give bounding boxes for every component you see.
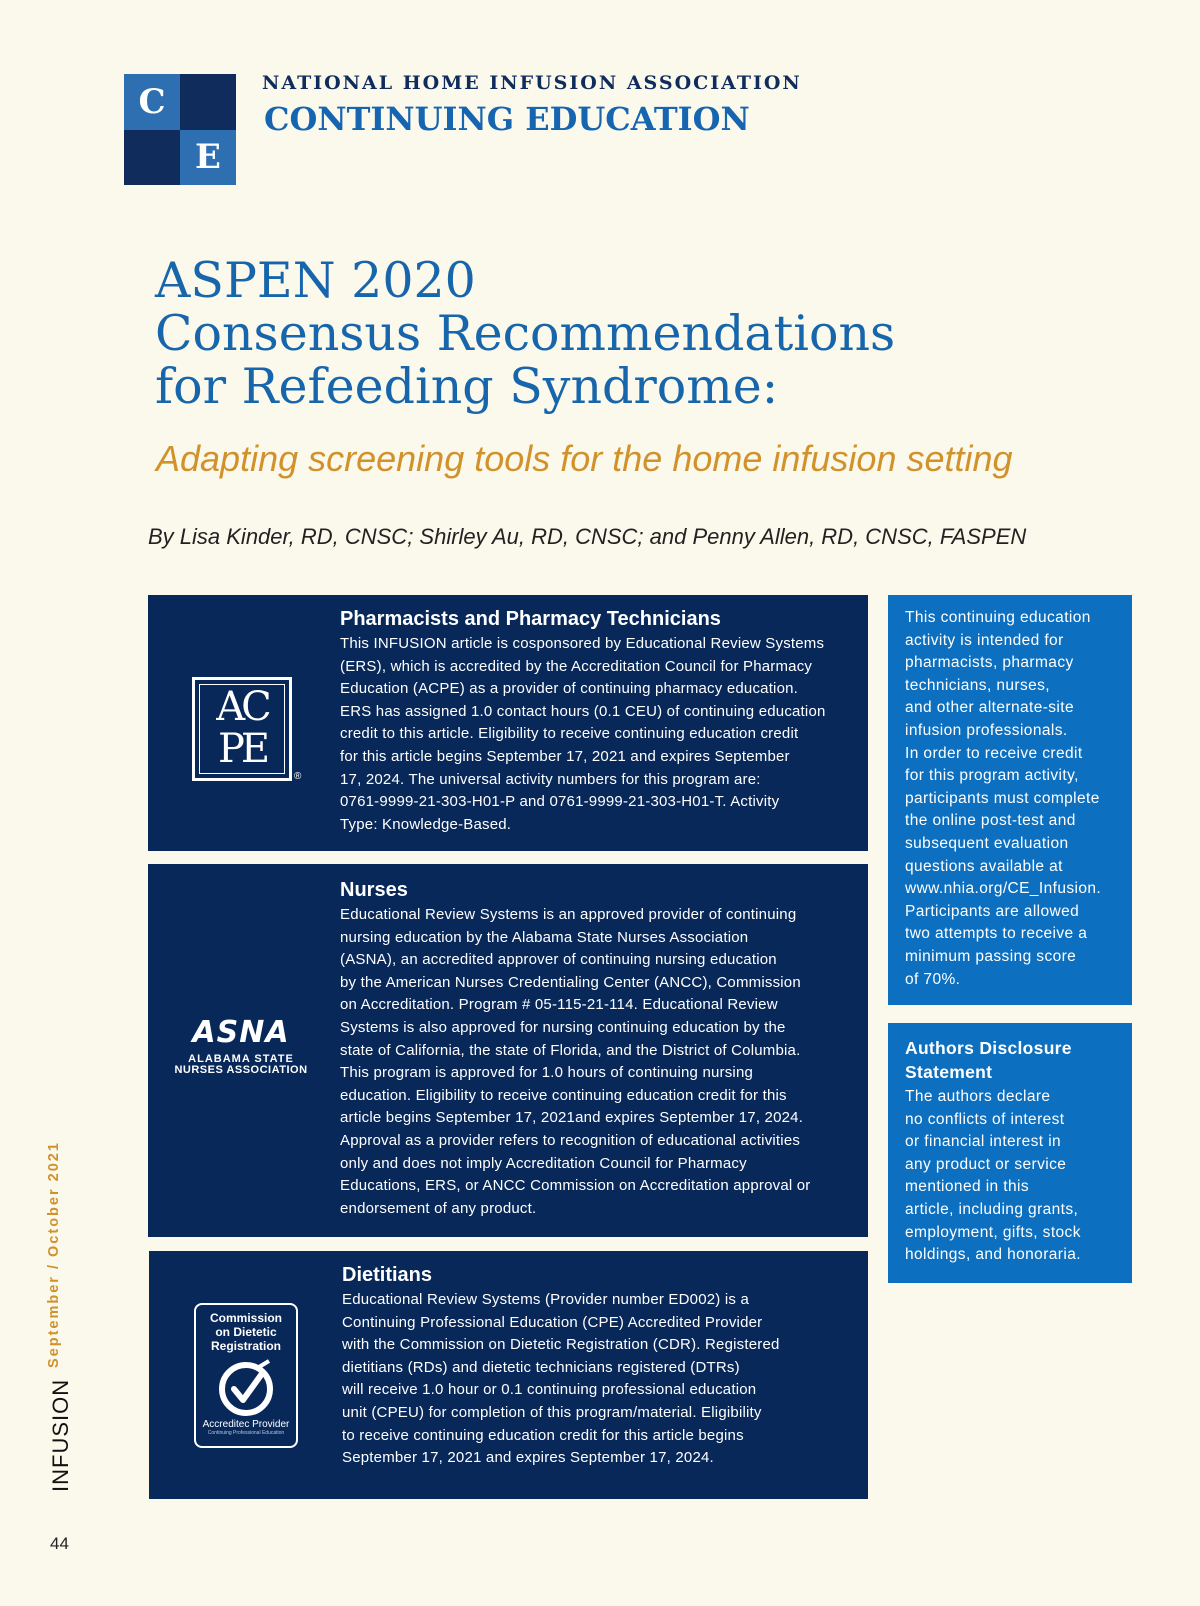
text-line: of 70%.	[905, 970, 961, 988]
cdr-logo-caption: Accreditec Provider	[202, 1419, 290, 1430]
nurses-heading: Nurses	[340, 879, 408, 901]
title-line: for Refeeding Syndrome:	[155, 358, 779, 415]
acpe-logo-line: PE	[217, 726, 267, 772]
text-line: minimum passing score	[905, 947, 1077, 965]
text-line: infusion professionals.	[905, 721, 1068, 739]
asna-logo-caption: NURSES ASSOCIATION	[174, 1064, 308, 1076]
text-line: on Accreditation. Program # 05-115-21-114. Educational Review	[340, 996, 778, 1014]
intent-text	[905, 607, 1129, 991]
text-line: employment, gifts, stock	[905, 1223, 1081, 1241]
article-subtitle: Adapting screening tools for the home infusion setting	[156, 438, 1013, 479]
text-line: no conflicts of interest	[905, 1110, 1065, 1128]
text-line: for this program activity,	[905, 767, 1079, 785]
text-line: nursing education by the Alabama State Nurses Association	[340, 928, 749, 946]
text-line: Approval as a provider refers to recognition of educational activities	[340, 1131, 801, 1149]
acpe-logo	[192, 677, 292, 781]
ce-logo	[124, 74, 236, 185]
cdr-logo-line: Registration	[210, 1339, 281, 1353]
author-byline: By Lisa Kinder, RD, CNSC; Shirley Au, RD, CNSC; and Penny Allen, RD, CNSC, FASPEN	[148, 524, 1027, 549]
checkmark-icon	[213, 1357, 279, 1417]
text-line: This continuing education	[905, 609, 1091, 626]
text-line: article, including grants,	[905, 1200, 1079, 1218]
text-line: endorsement of any product.	[340, 1199, 537, 1217]
article-title	[155, 254, 1115, 413]
text-line: Educational Review Systems (Provider number ED002) is a	[342, 1291, 749, 1308]
text-line: mentioned in this	[905, 1178, 1029, 1196]
cdr-logo-line: Commission	[209, 1311, 282, 1325]
ce-logo-block	[124, 130, 180, 186]
text-line: credit to this article. Eligibility to receive continuing education credit	[340, 725, 799, 743]
text-line: (ASNA), an accredited approver of continuing nursing education	[340, 951, 777, 969]
text-line: Educations, ERS, or ANCC Commission on Accreditation approval or	[340, 1177, 811, 1195]
issue-date: September / October 2021	[46, 1141, 62, 1368]
text-line: subsequent evaluation	[905, 834, 1069, 852]
cdr-logo-small: Continuing Professional Education	[207, 1430, 285, 1436]
text-line: state of California, the state of Florida, and the District of Columbia.	[340, 1041, 801, 1059]
pharmacists-heading: Pharmacists and Pharmacy Technicians	[340, 608, 721, 630]
text-line: 17, 2024. The universal activity numbers for this program are:	[340, 770, 761, 788]
text-line: to receive continuing education credit for this article begins	[342, 1426, 744, 1444]
text-line: Type: Knowledge-Based.	[340, 815, 512, 833]
heading-line: Authors Disclosure	[905, 1038, 1072, 1058]
text-line: This program is approved for 1.0 hours of continuing nursing	[340, 1064, 754, 1082]
text-line: dietitians (RDs) and dietetic technicians registered (DTRs)	[342, 1358, 740, 1376]
text-line: activity is intended for	[905, 631, 1064, 649]
text-line: will receive 1.0 hour or 0.1 continuing professional education	[342, 1381, 757, 1399]
ce-logo-block	[180, 74, 236, 130]
text-line: pharmacists, pharmacy	[905, 654, 1074, 672]
registered-mark-icon: ®	[294, 771, 302, 782]
text-line: or financial interest in	[905, 1133, 1062, 1151]
nurses-panel	[148, 864, 868, 1237]
text-line: questions available at	[905, 857, 1063, 875]
text-line: Educational Review Systems is an approved provider of continuing	[340, 906, 797, 923]
organization-name: NATIONAL HOME INFUSION ASSOCIATION	[262, 72, 802, 94]
dietitians-text	[342, 1289, 860, 1470]
text-line: and other alternate-site	[905, 699, 1075, 717]
text-line: 0761-9999-21-303-H01-P and 0761-9999-21-303-H01-T. Activity	[340, 793, 780, 811]
text-line: Education (ACPE) as a provider of continuing pharmacy education.	[340, 680, 799, 698]
text-line: education. Eligibility to receive continuing education credit for this	[340, 1086, 787, 1104]
text-line: Systems is also approved for nursing continuing education by the	[340, 1018, 786, 1036]
text-line: only and does not imply Accreditation Council for Pharmacy	[340, 1154, 747, 1172]
text-line: participants must complete	[905, 789, 1100, 807]
pharmacists-text	[340, 633, 860, 836]
text-line: any product or service	[905, 1155, 1067, 1173]
text-line: two attempts to receive a	[905, 925, 1088, 943]
asna-logo-wordmark: ASNA	[192, 1015, 290, 1050]
text-line: the online post-test and	[905, 812, 1076, 830]
page-number: 44	[50, 1534, 69, 1553]
text-line: technicians, nurses,	[905, 676, 1050, 694]
disclosure-box	[888, 1023, 1132, 1283]
text-line: This INFUSION article is cosponsored by Educational Review Systems	[340, 635, 825, 652]
text-line: Continuing Professional Education (CPE) Accredited Provider	[342, 1313, 763, 1331]
acpe-logo-line: AC	[216, 684, 268, 730]
asna-logo-caption: ALABAMA STATE	[188, 1053, 294, 1065]
infusion-brand-logo: INFUSION	[48, 1378, 73, 1492]
intent-box	[888, 595, 1132, 1005]
text-line: ERS has assigned 1.0 contact hours (0.1 CEU) of continuing education	[340, 702, 826, 720]
text-line: In order to receive credit	[905, 744, 1083, 762]
text-line: (ERS), which is accredited by the Accreditation Council for Pharmacy	[340, 657, 813, 675]
disclosure-heading	[905, 1036, 1129, 1084]
text-line: www.nhia.org/CE_Infusion.	[905, 880, 1102, 898]
disclosure-text	[905, 1086, 1129, 1267]
title-line: ASPEN 2020	[155, 252, 476, 309]
text-line: article begins September 17, 2021and expires September 17, 2024.	[340, 1109, 804, 1127]
title-line: Consensus Recommendations	[155, 305, 896, 362]
text-line: for this article begins September 17, 2021 and expires September	[340, 747, 790, 765]
cdr-logo	[194, 1303, 298, 1448]
text-line: The authors declare	[905, 1088, 1051, 1105]
ce-logo-letter-c: C	[124, 74, 180, 130]
ce-logo-letter-e: E	[180, 130, 236, 186]
dietitians-panel	[149, 1251, 868, 1499]
nurses-text	[340, 904, 860, 1220]
text-line: Participants are allowed	[905, 902, 1080, 920]
dietitians-heading: Dietitians	[342, 1264, 433, 1286]
asna-logo	[156, 1016, 326, 1086]
text-line: unit (CPEU) for completion of this program/material. Eligibility	[342, 1403, 762, 1421]
heading-line: Statement	[905, 1062, 993, 1082]
pharmacists-panel	[148, 595, 868, 851]
program-name: CONTINUING EDUCATION	[264, 100, 750, 138]
cdr-logo-line: on Dietetic	[215, 1325, 277, 1339]
text-line: holdings, and honoraria.	[905, 1246, 1081, 1264]
text-line: by the American Nurses Credentialing Center (ANCC), Commission	[340, 973, 801, 991]
text-line: September 17, 2021 and expires September 17, 2024.	[342, 1449, 714, 1467]
text-line: with the Commission on Dietetic Registration (CDR). Registered	[342, 1336, 780, 1354]
